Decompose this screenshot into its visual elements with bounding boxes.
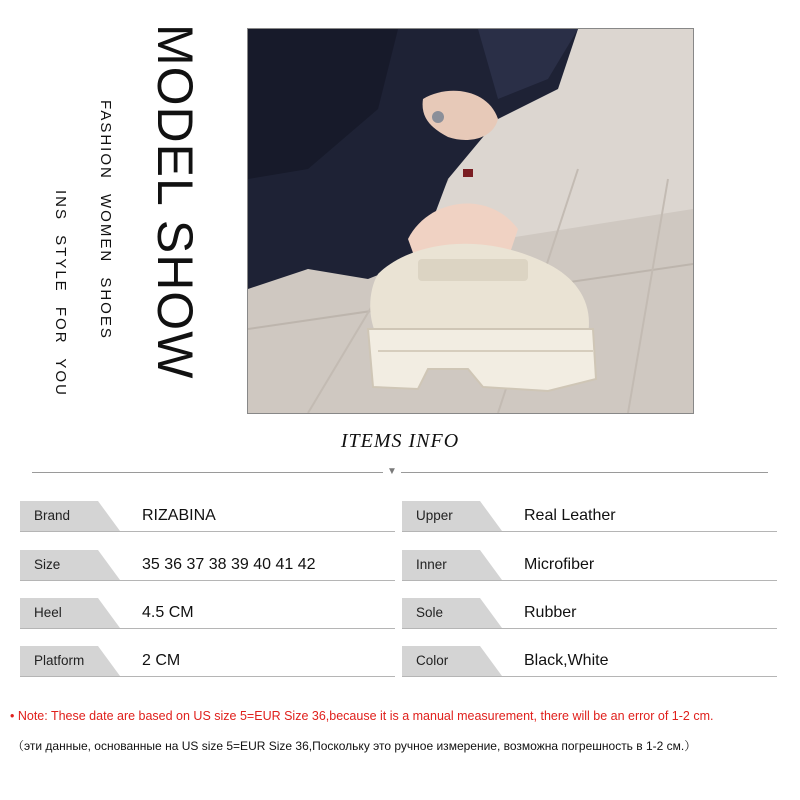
spec-underline <box>20 580 395 581</box>
spec-underline <box>20 628 395 629</box>
spec-value: 4.5 CM <box>142 604 194 621</box>
spec-value: Real Leather <box>524 507 616 524</box>
spec-value: Black,White <box>524 652 609 669</box>
size-note-english: • Note: These date are based on US size 5=EUR Size 36,because it is a manual measurement, there will be an error of 1-2 cm. <box>10 709 714 723</box>
items-info-heading: ITEMS INFO <box>340 430 460 452</box>
spec-label: Color <box>416 653 449 668</box>
spec-label: Sole <box>416 605 444 620</box>
spec-underline <box>20 531 395 532</box>
ins-style-subtitle: INS STYLE FOR YOU <box>52 190 69 397</box>
spec-value: RIZABINA <box>142 507 216 524</box>
spec-label: Heel <box>34 605 62 620</box>
fashion-women-shoes-subtitle: FASHION WOMEN SHOES <box>97 100 114 340</box>
size-note-russian: （эти данные, основанные на US size 5=EUR Size 36,Поскольку это ручное измерение, возможна погрешность в 1-2 см.） <box>12 739 697 753</box>
spec-underline <box>402 676 777 677</box>
spec-label: Size <box>34 557 61 572</box>
spec-label: Brand <box>34 508 71 523</box>
spec-value: Microfiber <box>524 556 595 573</box>
spec-label: Platform <box>34 653 85 668</box>
model-show-title: MODEL SHOW <box>147 24 203 380</box>
spec-value: Rubber <box>524 604 577 621</box>
model-photo <box>247 28 694 414</box>
chevron-down-icon: ▼ <box>383 466 401 477</box>
spec-underline <box>402 531 777 532</box>
spec-value: 2 CM <box>142 652 181 669</box>
spec-underline <box>402 580 777 581</box>
spec-label: Inner <box>416 557 447 572</box>
spec-label: Upper <box>416 508 453 523</box>
spec-value: 35 36 37 38 39 40 41 42 <box>142 556 316 573</box>
spec-underline <box>20 676 395 677</box>
spec-underline <box>402 628 777 629</box>
